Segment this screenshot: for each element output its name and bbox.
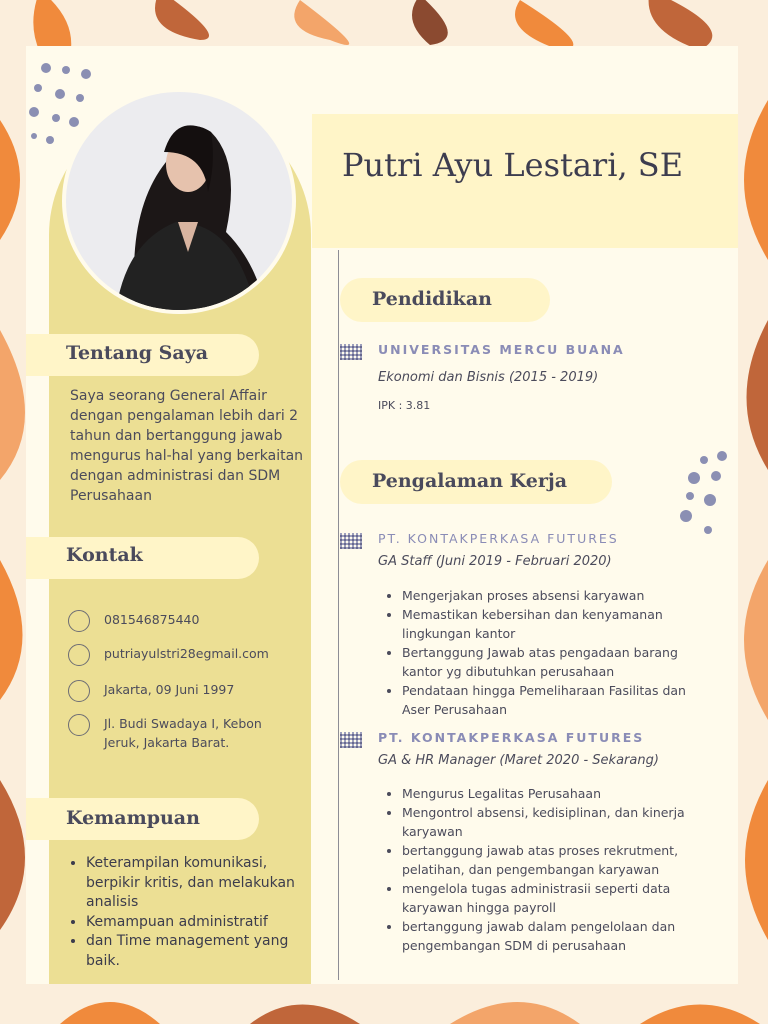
about-text: Saya seorang General Affair dengan pengalaman lebih dari 2 tahun dan bertanggung jawab mengurus hal-hal yang berkaitan dengan administrasi dan SDM Perusahaan — [70, 388, 304, 504]
contact-heading: Kontak — [66, 544, 143, 566]
duty-item: • Mengerjakan proses absensi karyawan — [402, 586, 702, 605]
skills-heading: Kemampuan — [66, 807, 200, 829]
profile-photo — [66, 92, 292, 310]
about-heading: Tentang Saya — [66, 342, 209, 364]
duty-item: • Mengurus Legalitas Perusahaan — [402, 784, 702, 803]
mail-icon — [68, 644, 90, 666]
contact-birth — [68, 680, 234, 702]
phone-number: 081546875440 — [104, 612, 200, 627]
duty-item: • bertanggung jawab atas proses rekrutment, pelatihan, dan pengembangan karyawan — [402, 841, 702, 879]
skills-list — [68, 854, 324, 971]
contact-email — [68, 644, 269, 666]
experience-heading: Pengalaman Kerja — [372, 470, 568, 492]
duty-item: • Memastikan kebersihan dan kenyamanan lingkungan kantor — [402, 605, 702, 643]
grid-marker-icon — [340, 344, 362, 360]
job-role: GA Staff (Juni 2019 - Februari 2020) — [378, 554, 612, 569]
duty-item: • bertanggung jawab dalam pengelolaan dan pengembangan SDM di perusahaan — [402, 917, 702, 955]
skill-item: • Keterampilan komunikasi, berpikir kritis, dan melakukan analisis — [86, 854, 324, 913]
grid-marker-icon — [340, 533, 362, 549]
major-years: Ekonomi dan Bisnis (2015 - 2019) — [378, 370, 599, 385]
grid-marker-icon — [340, 732, 362, 748]
contact-address — [68, 714, 284, 752]
duty-item: • mengelola tugas administrasii seperti data karyawan hingga payroll — [402, 879, 702, 917]
education-heading: Pendidikan — [372, 288, 492, 310]
gpa: IPK : 3.81 — [378, 399, 431, 412]
location-pin-icon — [68, 714, 90, 736]
address-text: Jl. Budi Swadaya I, Kebon Jeruk, Jakarta Barat. — [104, 716, 262, 750]
duties-list — [384, 586, 702, 719]
duty-item: • Mengontrol absensi, kedisiplinan, dan kinerja karyawan — [402, 803, 702, 841]
skill-item: • dan Time management yang baik. — [86, 932, 324, 971]
duty-item: • Bertanggung Jawab atas pengadaan barang kantor yg dibutuhkan perusahaan — [402, 643, 702, 681]
globe-icon — [68, 680, 90, 702]
duty-item: • Pendataan hingga Pemeliharaan Fasilitas dan Aser Perusahaan — [402, 681, 702, 719]
email-address: putriayulstri28egmail.com — [104, 646, 269, 661]
person-name: Putri Ayu Lestari, SE — [342, 146, 684, 184]
skill-item: • Kemampuan administratif — [86, 913, 324, 933]
school-name: UNIVERSITAS MERCU BUANA — [378, 342, 625, 357]
duties-list — [384, 784, 702, 955]
contact-phone — [68, 610, 199, 632]
company-name: PT. KONTAKPERKASA FUTURES — [378, 730, 645, 745]
birth-info: Jakarta, 09 Juni 1997 — [104, 682, 235, 697]
phone-icon — [68, 610, 90, 632]
timeline-line — [338, 250, 339, 980]
job-role: GA & HR Manager (Maret 2020 - Sekarang) — [378, 753, 659, 768]
company-name: PT. KONTAKPERKASA FUTURES — [378, 531, 619, 546]
dot-cluster — [678, 448, 738, 538]
cv-sheet — [26, 46, 738, 984]
